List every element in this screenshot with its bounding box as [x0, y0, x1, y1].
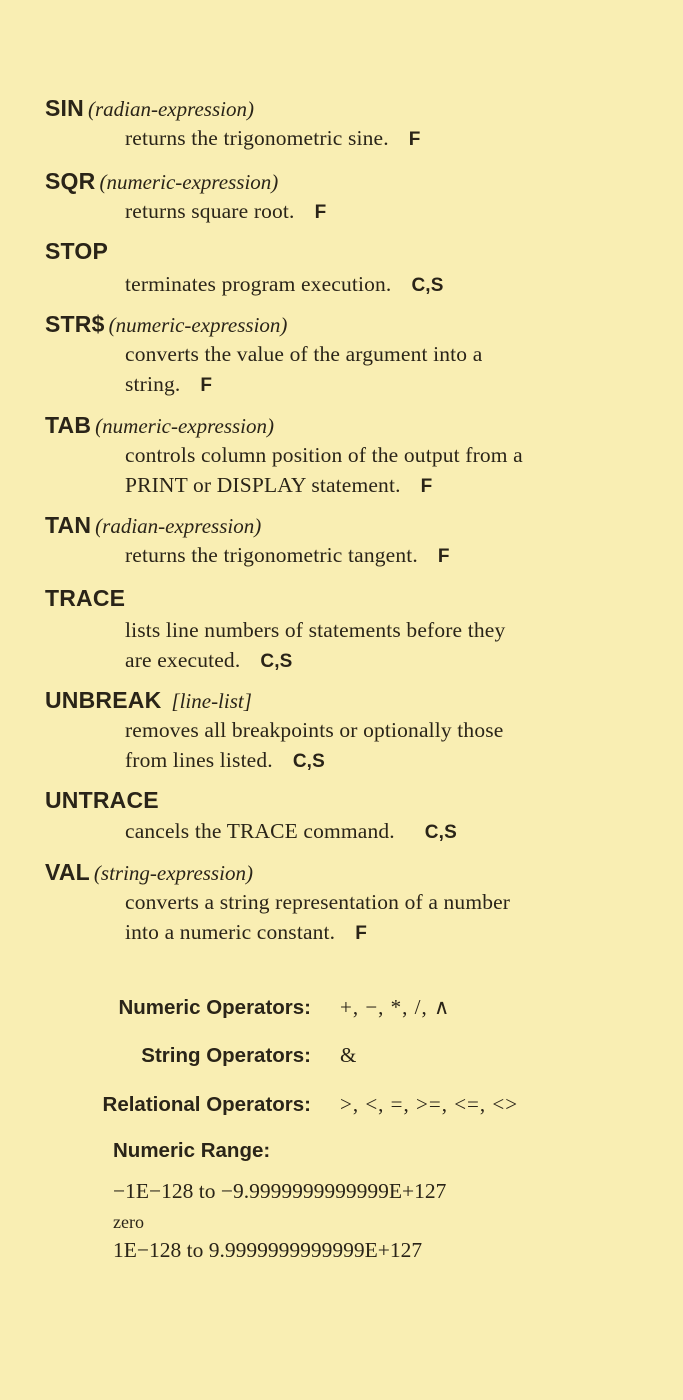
keyword: VAL [45, 859, 90, 885]
description [125, 817, 675, 848]
description-line: cancels the TRACE command. [125, 819, 395, 843]
flag: C,S [411, 275, 444, 296]
entry-sin [45, 94, 675, 155]
numeric-range-title: Numeric Range: [113, 1139, 271, 1162]
flag: F [437, 546, 450, 567]
description-line: removes all breakpoints or optionally those [125, 718, 504, 742]
description [125, 616, 675, 676]
description-line: returns the trigonometric sine. [125, 126, 389, 150]
string-operators-value: & [340, 1043, 358, 1067]
entry-tan [45, 511, 675, 572]
relational-operators-value: >, <, =, >=, <=, <> [340, 1092, 519, 1116]
argument: (string-expression) [93, 861, 253, 885]
description-line: from lines listed. [125, 747, 273, 772]
numeric-operators-value: +, −, *, /, ∧ [340, 995, 451, 1019]
description [125, 541, 675, 572]
argument: (numeric-expression) [95, 414, 274, 438]
description-line: converts the value of the argument into a [125, 342, 483, 366]
keyword: UNBREAK [45, 687, 162, 713]
argument: (numeric-expression) [108, 313, 288, 337]
numeric-range-negative: −1E−128 to −9.9999999999999E+127 [113, 1179, 447, 1203]
description [125, 340, 675, 400]
numeric-range-positive: 1E−128 to 9.9999999999999E+127 [113, 1238, 423, 1262]
description-line: converts a string representation of a number [125, 890, 511, 914]
entry-untrace [45, 786, 675, 848]
numeric-range-zero: zero [113, 1212, 144, 1232]
description-line: terminates program execution. [125, 272, 392, 296]
entry-sqr [45, 167, 675, 228]
description-line: PRINT or DISPLAY statement. [125, 472, 401, 497]
flag: C,S [260, 650, 293, 672]
entry-stop [45, 237, 675, 301]
flag: F [200, 374, 213, 396]
entry-val [45, 858, 675, 948]
argument: (radian-expression) [95, 514, 262, 538]
description-line: string. [125, 371, 181, 396]
keyword: SIN [45, 95, 84, 121]
flag: F [408, 129, 421, 150]
argument: (radian-expression) [87, 97, 254, 121]
keyword: UNTRACE [45, 787, 159, 813]
description-line: into a numeric constant. [125, 919, 336, 944]
entry-trace [45, 584, 675, 676]
flag: C,S [292, 750, 325, 772]
description-line: are executed. [125, 647, 241, 672]
flag: F [420, 475, 433, 497]
description-line: lists line numbers of statements before they [125, 618, 506, 642]
description [125, 197, 675, 228]
description [125, 270, 675, 301]
description [125, 888, 675, 948]
description [125, 124, 675, 155]
keyword: STR$ [45, 311, 105, 337]
flag: F [314, 202, 327, 223]
keyword: TAN [45, 512, 92, 538]
description-line: returns the trigonometric tangent. [125, 543, 418, 567]
relational-operators-label: Relational Operators: [102, 1093, 311, 1116]
numeric-operators-label: Numeric Operators: [118, 996, 311, 1019]
keyword: TAB [45, 412, 92, 438]
keyword: STOP [45, 238, 109, 264]
entry-unbreak [45, 686, 675, 776]
description-line: returns square root. [125, 199, 295, 223]
argument: [line-list] [171, 689, 252, 713]
description-line: controls column position of the output from a [125, 443, 523, 467]
keyword: SQR [45, 168, 96, 194]
keyword: TRACE [45, 585, 126, 611]
entry-str [45, 310, 675, 400]
flag: C,S [424, 822, 457, 843]
entry-tab [45, 411, 675, 501]
description [125, 441, 675, 501]
description [125, 716, 675, 776]
argument: (numeric-expression) [99, 170, 279, 194]
string-operators-label: String Operators: [141, 1044, 311, 1067]
flag: F [355, 922, 367, 944]
